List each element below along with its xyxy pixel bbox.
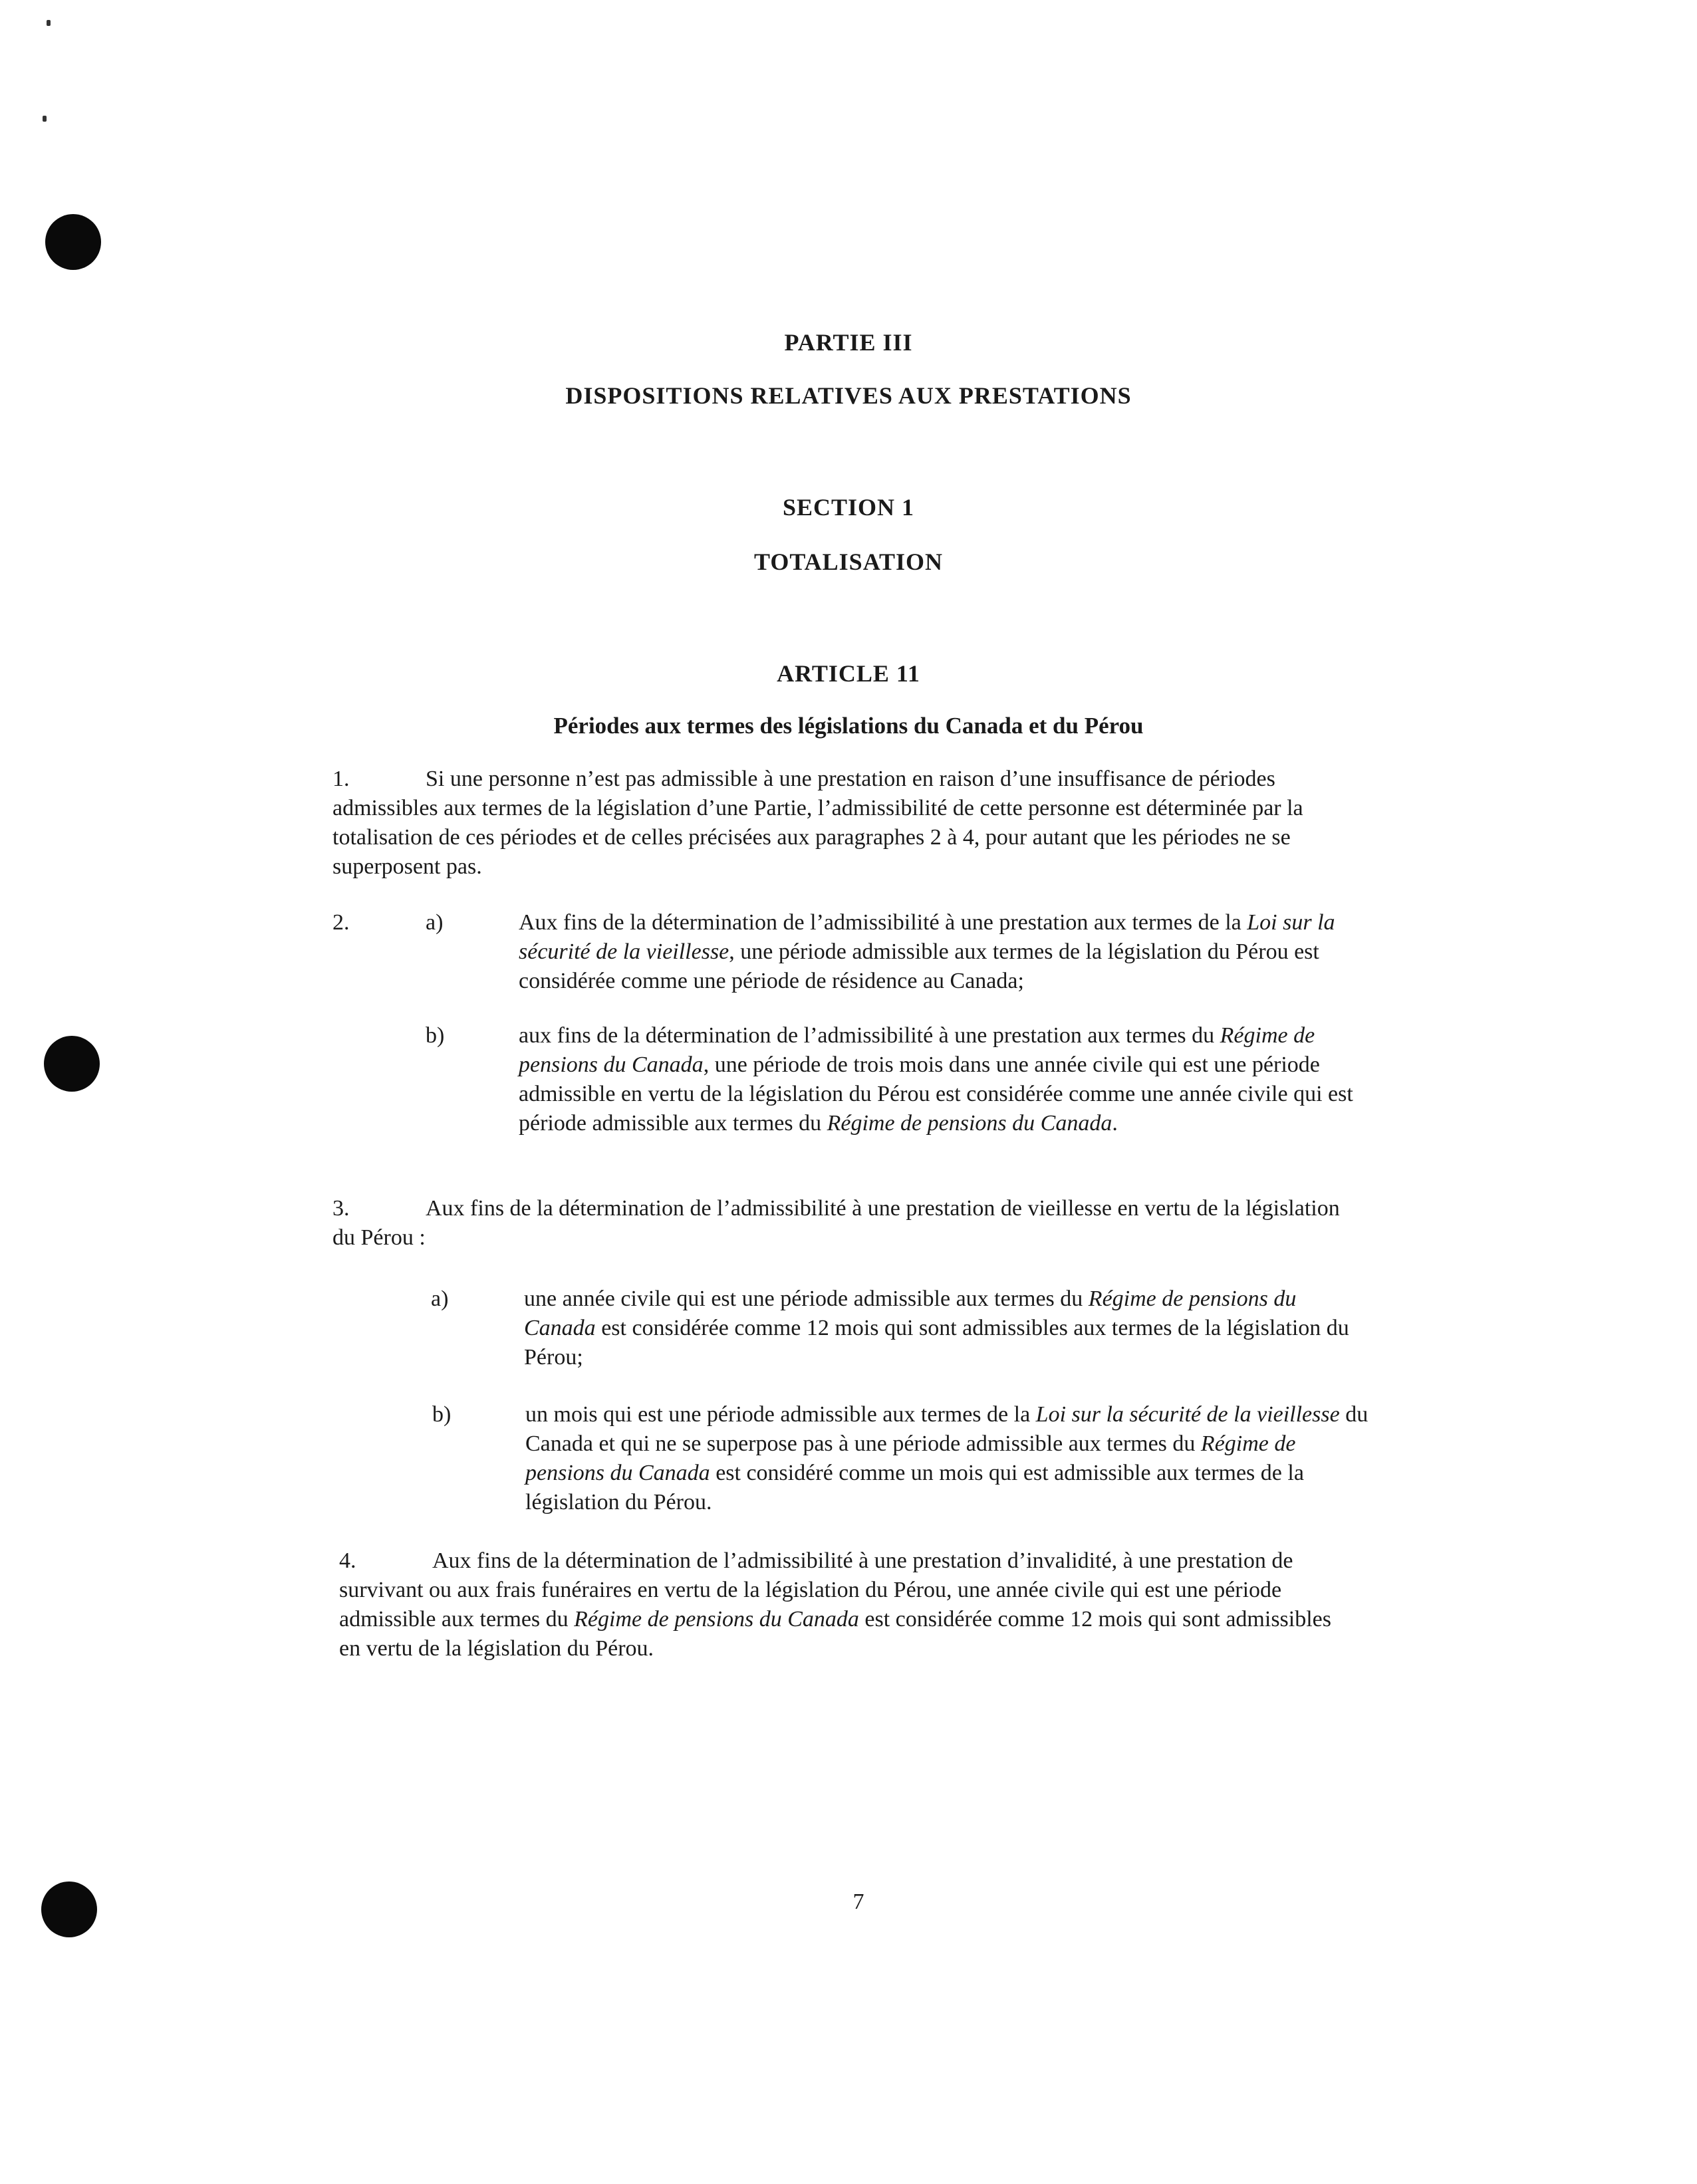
- law-title: Loi sur la sécurité de la vieillesse: [519, 910, 1335, 964]
- item-text-part: du Canada et qui ne se superpose pas à une période admissible aux termes du: [525, 1402, 1369, 1456]
- law-title: Loi sur la sécurité de la vieillesse: [1035, 1402, 1340, 1427]
- paragraph-4: [339, 1546, 1350, 1663]
- item-text: [519, 1021, 1370, 1138]
- article-title: Périodes aux termes des législations du Canada et du Pérou: [553, 713, 1144, 739]
- paragraph-text: Aux fins de la détermination de l’admissibilité à une prestation d’invalidité, à une prestation de survivant ou aux frais funéraires en vertu de la législation du Pérou, une année civile qui est une période admissible aux termes du: [339, 1548, 1293, 1632]
- part-title: DISPOSITIONS RELATIVES AUX PRESTATIONS: [565, 382, 1132, 409]
- paragraph-2-a: [332, 908, 1370, 996]
- item-text-part: , une période admissible aux termes de la législation du Pérou est considérée comme une période de résidence au Canada;: [519, 939, 1319, 993]
- paragraph-3-b: [332, 1400, 1370, 1517]
- paragraph-number: 4.: [339, 1548, 356, 1573]
- item-letter: a): [431, 1286, 449, 1311]
- page-number: 7: [852, 1889, 864, 1914]
- item-text-part: un mois qui est une période admissible aux termes de la: [525, 1402, 1036, 1427]
- punch-hole-top: [45, 214, 101, 270]
- part-heading: PARTIE III: [784, 329, 913, 356]
- scan-speck: [43, 116, 47, 122]
- item-letter: b): [426, 1023, 445, 1048]
- section-title: TOTALISATION: [753, 548, 944, 575]
- item-text-part: est considéré comme un mois qui est admissible aux termes de la législation du Pérou.: [525, 1461, 1304, 1515]
- paragraph-text: est considérée comme 12 mois qui sont admissibles en vertu de la législation du Pérou.: [339, 1607, 1331, 1661]
- paragraph-3: [332, 1194, 1350, 1253]
- item-text-part: aux fins de la détermination de l’admissibilité à une prestation aux termes du: [519, 1023, 1220, 1048]
- law-title: Régime de pensions du Canada: [827, 1111, 1112, 1136]
- paragraph-1: [332, 765, 1350, 882]
- law-title: Régime de pensions du Canada: [525, 1431, 1296, 1485]
- item-text-part: est considérée comme 12 mois qui sont admissibles aux termes de la législation du Pérou;: [524, 1316, 1349, 1370]
- item-text: [524, 1284, 1369, 1372]
- section-heading: SECTION 1: [782, 494, 915, 521]
- item-letter: a): [426, 910, 444, 935]
- item-text: [525, 1400, 1370, 1517]
- law-title: Régime de pensions du Canada: [519, 1023, 1315, 1077]
- item-letter: b): [432, 1402, 452, 1427]
- item-text-part: .: [1112, 1111, 1118, 1136]
- punch-hole-middle: [44, 1036, 100, 1092]
- item-text-part: une année civile qui est une période admissible aux termes du: [524, 1286, 1089, 1311]
- paragraph-3-a: [332, 1284, 1370, 1372]
- paragraph-2-b: [332, 1021, 1370, 1167]
- paragraph-text: Aux fins de la détermination de l’admissibilité à une prestation de vieillesse en vertu de la législation du Pérou :: [332, 1196, 1340, 1250]
- item-text-part: Aux fins de la détermination de l’admissibilité à une prestation aux termes de la: [519, 910, 1247, 935]
- paragraph-number: 2.: [332, 910, 350, 935]
- paragraph-number: 1.: [332, 767, 350, 791]
- law-title: Régime de pensions du Canada: [574, 1607, 859, 1632]
- item-text-part: , une période de trois mois dans une année civile qui est une période admissible en vertu de la législation du Pérou est considérée comme une année civile qui est période admissible aux termes du: [519, 1052, 1353, 1136]
- paragraph-number: 3.: [332, 1196, 350, 1221]
- scan-speck: [47, 20, 51, 26]
- paragraph-text: Si une personne n’est pas admissible à une prestation en raison d’une insuffisance de périodes admissibles aux termes de la législation d’une Partie, l’admissibilité de cette personne est déterminée par la totalisation de ces périodes et de celles précisées aux paragraphes 2 à 4, pour autant que les périodes ne se superposent pas.: [332, 767, 1303, 879]
- law-title: Régime de pensions du Canada: [524, 1286, 1297, 1340]
- item-text: [519, 908, 1370, 996]
- article-heading: ARTICLE 11: [777, 660, 920, 687]
